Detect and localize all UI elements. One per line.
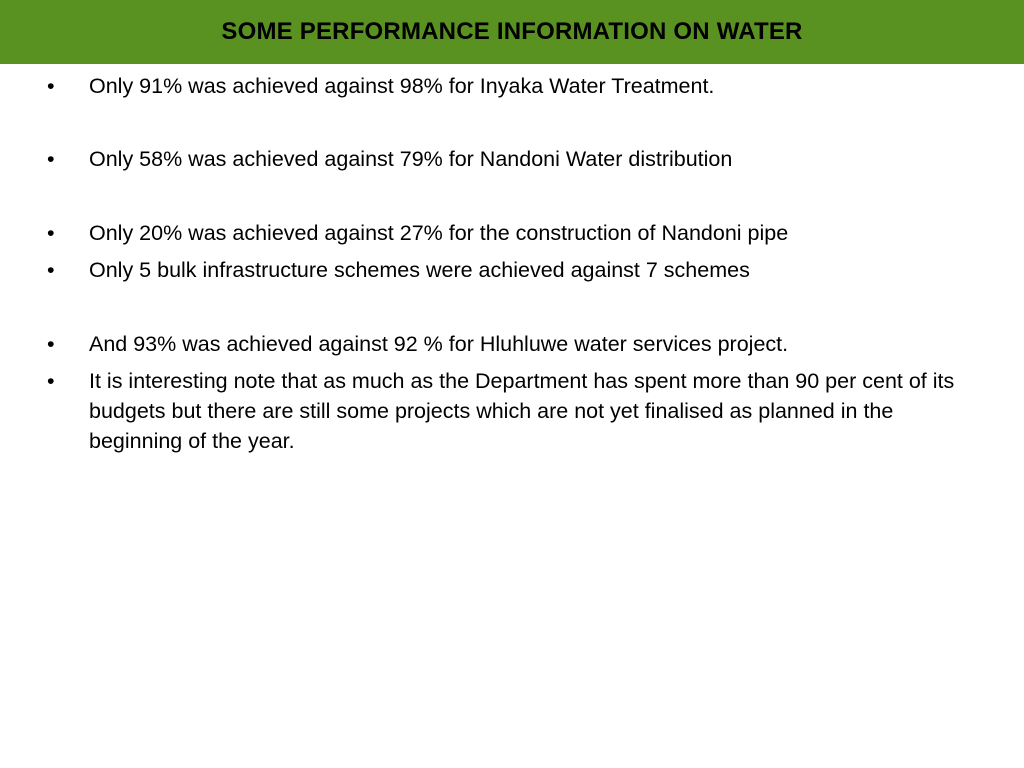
bullet-text: Only 5 bulk infrastructure schemes were achieved against 7 schemes	[89, 258, 750, 282]
bullet-text: Only 20% was achieved against 27% for the construction of Nandoni pipe	[89, 221, 789, 245]
bullet-icon: •	[47, 369, 55, 393]
bullet-icon: •	[47, 147, 55, 171]
bullet-icon: •	[47, 74, 55, 98]
bullet-icon: •	[47, 221, 55, 245]
slide-title: SOME PERFORMANCE INFORMATION ON WATER	[221, 17, 803, 45]
bullet-text: And 93% was achieved against 92 % for Hluhluwe water services project.	[89, 332, 789, 356]
bullet-icon: •	[47, 258, 55, 282]
title-bar	[0, 0, 1024, 64]
bullet-text: It is interesting note that as much as the Department has spent more than 90 per cent of its budgets but there are still some projects which are not yet finalised as planned in the beginning of the year.	[89, 369, 955, 453]
bullet-text: Only 58% was achieved against 79% for Nandoni Water distribution	[89, 147, 733, 171]
bullet-icon: •	[47, 332, 55, 356]
bullet-text: Only 91% was achieved against 98% for Inyaka Water Treatment.	[89, 74, 715, 98]
